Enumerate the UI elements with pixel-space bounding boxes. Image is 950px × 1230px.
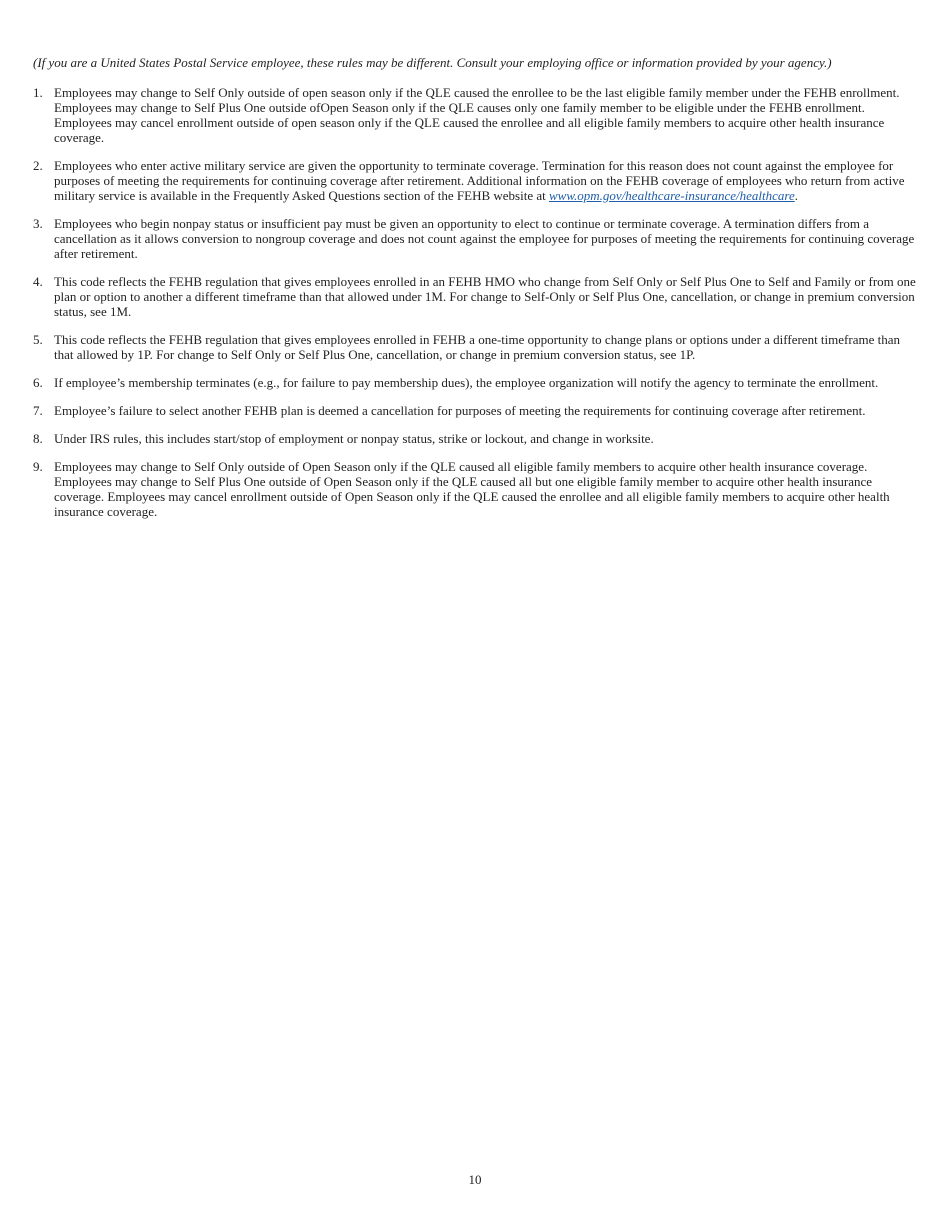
note-text: Employees may change to Self Only outside of Open Season only if the QLE caused all eligible family members to acquire other health insurance coverage. Employees may change to Self Plus One outside of Open Season only if the QLE caused all but one eligible family member to acquire other health insurance coverage. Employees may cancel enrollment outside of Open Season only if the QLE caused the enrollee and all eligible family members to acquire other health insurance coverage. [54, 459, 890, 519]
notes-list [33, 85, 919, 519]
note-number: 7. [33, 403, 43, 418]
intro-note: (If you are a United States Postal Service employee, these rules may be different. Consult your employing office or information provided by your agency.) [33, 55, 832, 70]
note-text: This code reflects the FEHB regulation that gives employees enrolled in an FEHB HMO who change from Self Only or Self Plus One to Self and Family or from one plan or option to another a different timeframe than that allowed under 1M. For change to Self-Only or Self Plus One, cancellation, or change in premium conversion status, see 1M. [54, 274, 916, 319]
document-page [33, 55, 919, 532]
note-item [33, 431, 919, 446]
note-text: Employees may change to Self Only outside of open season only if the QLE caused the enrollee to be the last eligible family member under the FEHB enrollment. Employees may change to Self Plus One outside ofOpen Season only if the QLE causes only one family member to be eligible under the FEHB enrollment. Employees may cancel enrollment outside of open season only if the QLE caused the enrollee and all eligible family members to acquire other health insurance coverage. [54, 85, 900, 145]
note-item [33, 216, 919, 261]
note-text: Employee’s failure to select another FEHB plan is deemed a cancellation for purposes of meeting the requirements for continuing coverage after retirement. [54, 403, 866, 418]
note-text: Employees who begin nonpay status or insufficient pay must be given an opportunity to elect to continue or terminate coverage. A termination differs from a cancellation as it allows conversion to nongroup coverage and does not count against the employee for purposes of meeting the requirements for continuing coverage after retirement. [54, 216, 915, 261]
note-text-body: Employees who enter active military service are given the opportunity to terminate coverage. Termination for this reason does not count against the employee for purposes of meeting the requirements for continuing coverage after retirement. Additional information on the FEHB coverage of employees who return from active military service is available in the Frequently Asked Questions section of the FEHB website at [54, 158, 905, 203]
note-number: 9. [33, 459, 43, 474]
note-number: 5. [33, 332, 43, 347]
opm-healthcare-link[interactable]: www.opm.gov/healthcare-insurance/healthcare [548, 188, 795, 203]
note-item [33, 158, 919, 203]
note-number: 4. [33, 274, 43, 289]
note-text [54, 158, 905, 203]
note-number: 6. [33, 375, 43, 390]
note-number: 3. [33, 216, 43, 231]
note-item [33, 332, 919, 362]
note-item [33, 403, 919, 418]
note-text: If employee’s membership terminates (e.g., for failure to pay membership dues), the employee organization will notify the agency to terminate the enrollment. [54, 375, 879, 390]
note-number: 2. [33, 158, 43, 173]
page-number: 10 [468, 1172, 482, 1187]
note-item [33, 375, 919, 390]
note-item [33, 274, 919, 319]
note-item [33, 85, 919, 145]
note-number: 1. [33, 85, 43, 100]
note-text: Under IRS rules, this includes start/stop of employment or nonpay status, strike or lockout, and change in worksite. [54, 431, 654, 446]
note-item [33, 459, 919, 519]
note-number: 8. [33, 431, 43, 446]
note-text-after: . [794, 188, 798, 203]
note-text: This code reflects the FEHB regulation that gives employees enrolled in FEHB a one-time opportunity to change plans or options under a different timeframe than that allowed by 1P. For change to Self Only or Self Plus One, cancellation, or change in premium conversion status, see 1P. [54, 332, 900, 362]
